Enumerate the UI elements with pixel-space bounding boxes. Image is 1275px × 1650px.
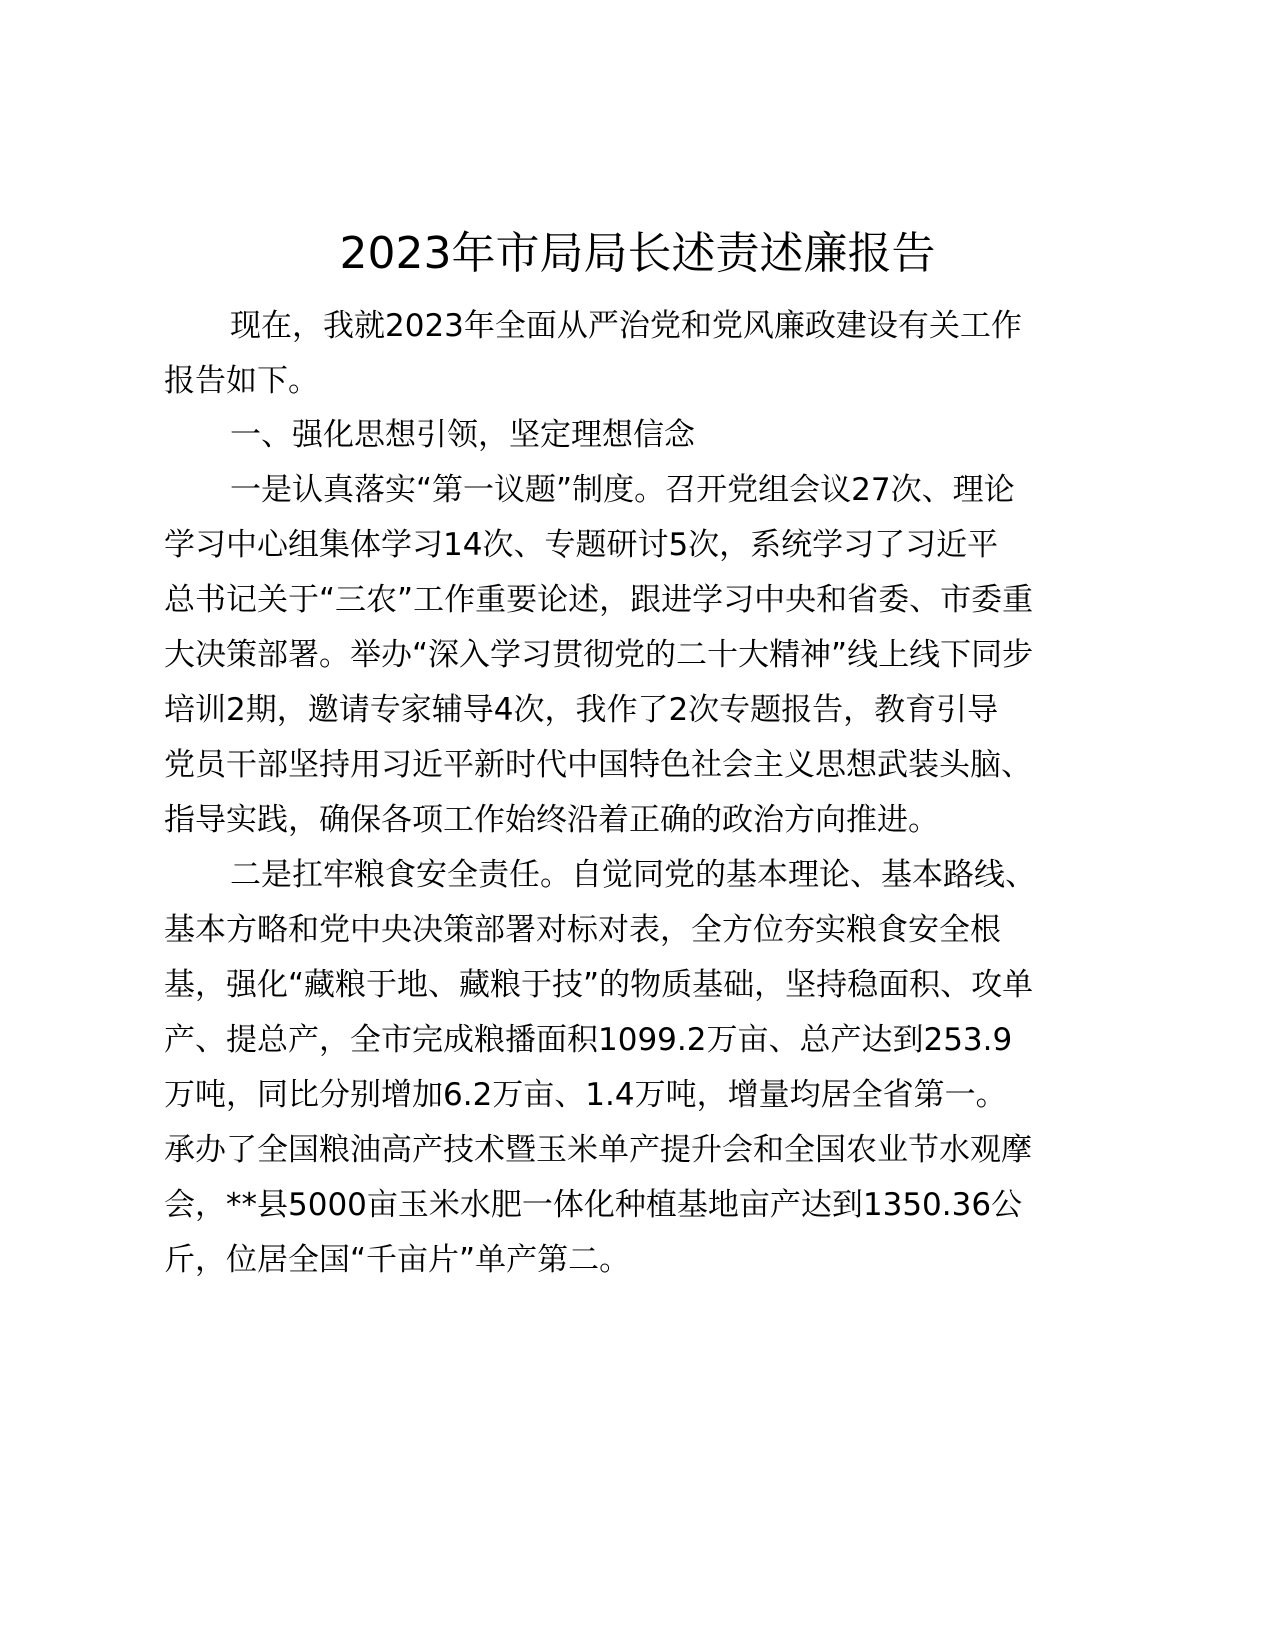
paragraph-2-line-4: 产、提总产，全市完成粮播面积1099.2万亩、总产达到253.9	[164, 1022, 1013, 1058]
paragraph-2-line-5: 万吨，同比分别增加6.2万亩、1.4万吨，增量均居全省第一。	[164, 1077, 1007, 1113]
paragraph-1-line-7: 指导实践，确保各项工作始终沿着正确的政治方向推进。	[164, 802, 939, 838]
paragraph-2-line-8: 斤，位居全国“千亩片”单产第二。	[164, 1242, 631, 1278]
paragraph-2-line-3: 基，强化“藏粮于地、藏粮于技”的物质基础，坚持稳面积、攻单	[164, 967, 1034, 1003]
paragraph-1-line-6: 党员干部坚持用习近平新时代中国特色社会主义思想武装头脑、	[164, 747, 1032, 783]
paragraph-1-line-3: 总书记关于“三农”工作重要论述，跟进学习中央和省委、市委重	[164, 582, 1034, 618]
paragraph-2-line-7: 会，**县5000亩玉米水肥一体化种植基地亩产达到1350.36公	[164, 1187, 1023, 1223]
paragraph-1-line-4: 大决策部署。举办“深入学习贯彻党的二十大精神”线上线下同步	[164, 637, 1034, 673]
paragraph-intro-line-1: 现在，我就2023年全面从严治党和党风廉政建设有关工作	[230, 308, 1022, 344]
paragraph-intro-line-2: 报告如下。	[164, 363, 319, 399]
paragraph-1-line-2: 学习中心组集体学习14次、专题研讨5次，系统学习了习近平	[164, 527, 999, 563]
paragraph-2-line-1: 二是扛牢粮食安全责任。自觉同党的基本理论、基本路线、	[230, 857, 1036, 893]
paragraph-1-line-5: 培训2期，邀请专家辅导4次，我作了2次专题报告，教育引导	[164, 692, 999, 728]
paragraph-1-line-1: 一是认真落实“第一议题”制度。召开党组会议27次、理论	[230, 472, 1015, 508]
paragraph-2-line-2: 基本方略和党中央决策部署对标对表，全方位夯实粮食安全根	[164, 912, 1001, 948]
paragraph-2-line-6: 承办了全国粮油高产技术暨玉米单产提升会和全国农业节水观摩	[164, 1132, 1032, 1168]
document-title: 2023年市局局长述责述廉报告	[339, 228, 936, 279]
section-heading-1: 一、强化思想引领，坚定理想信念	[230, 417, 695, 453]
